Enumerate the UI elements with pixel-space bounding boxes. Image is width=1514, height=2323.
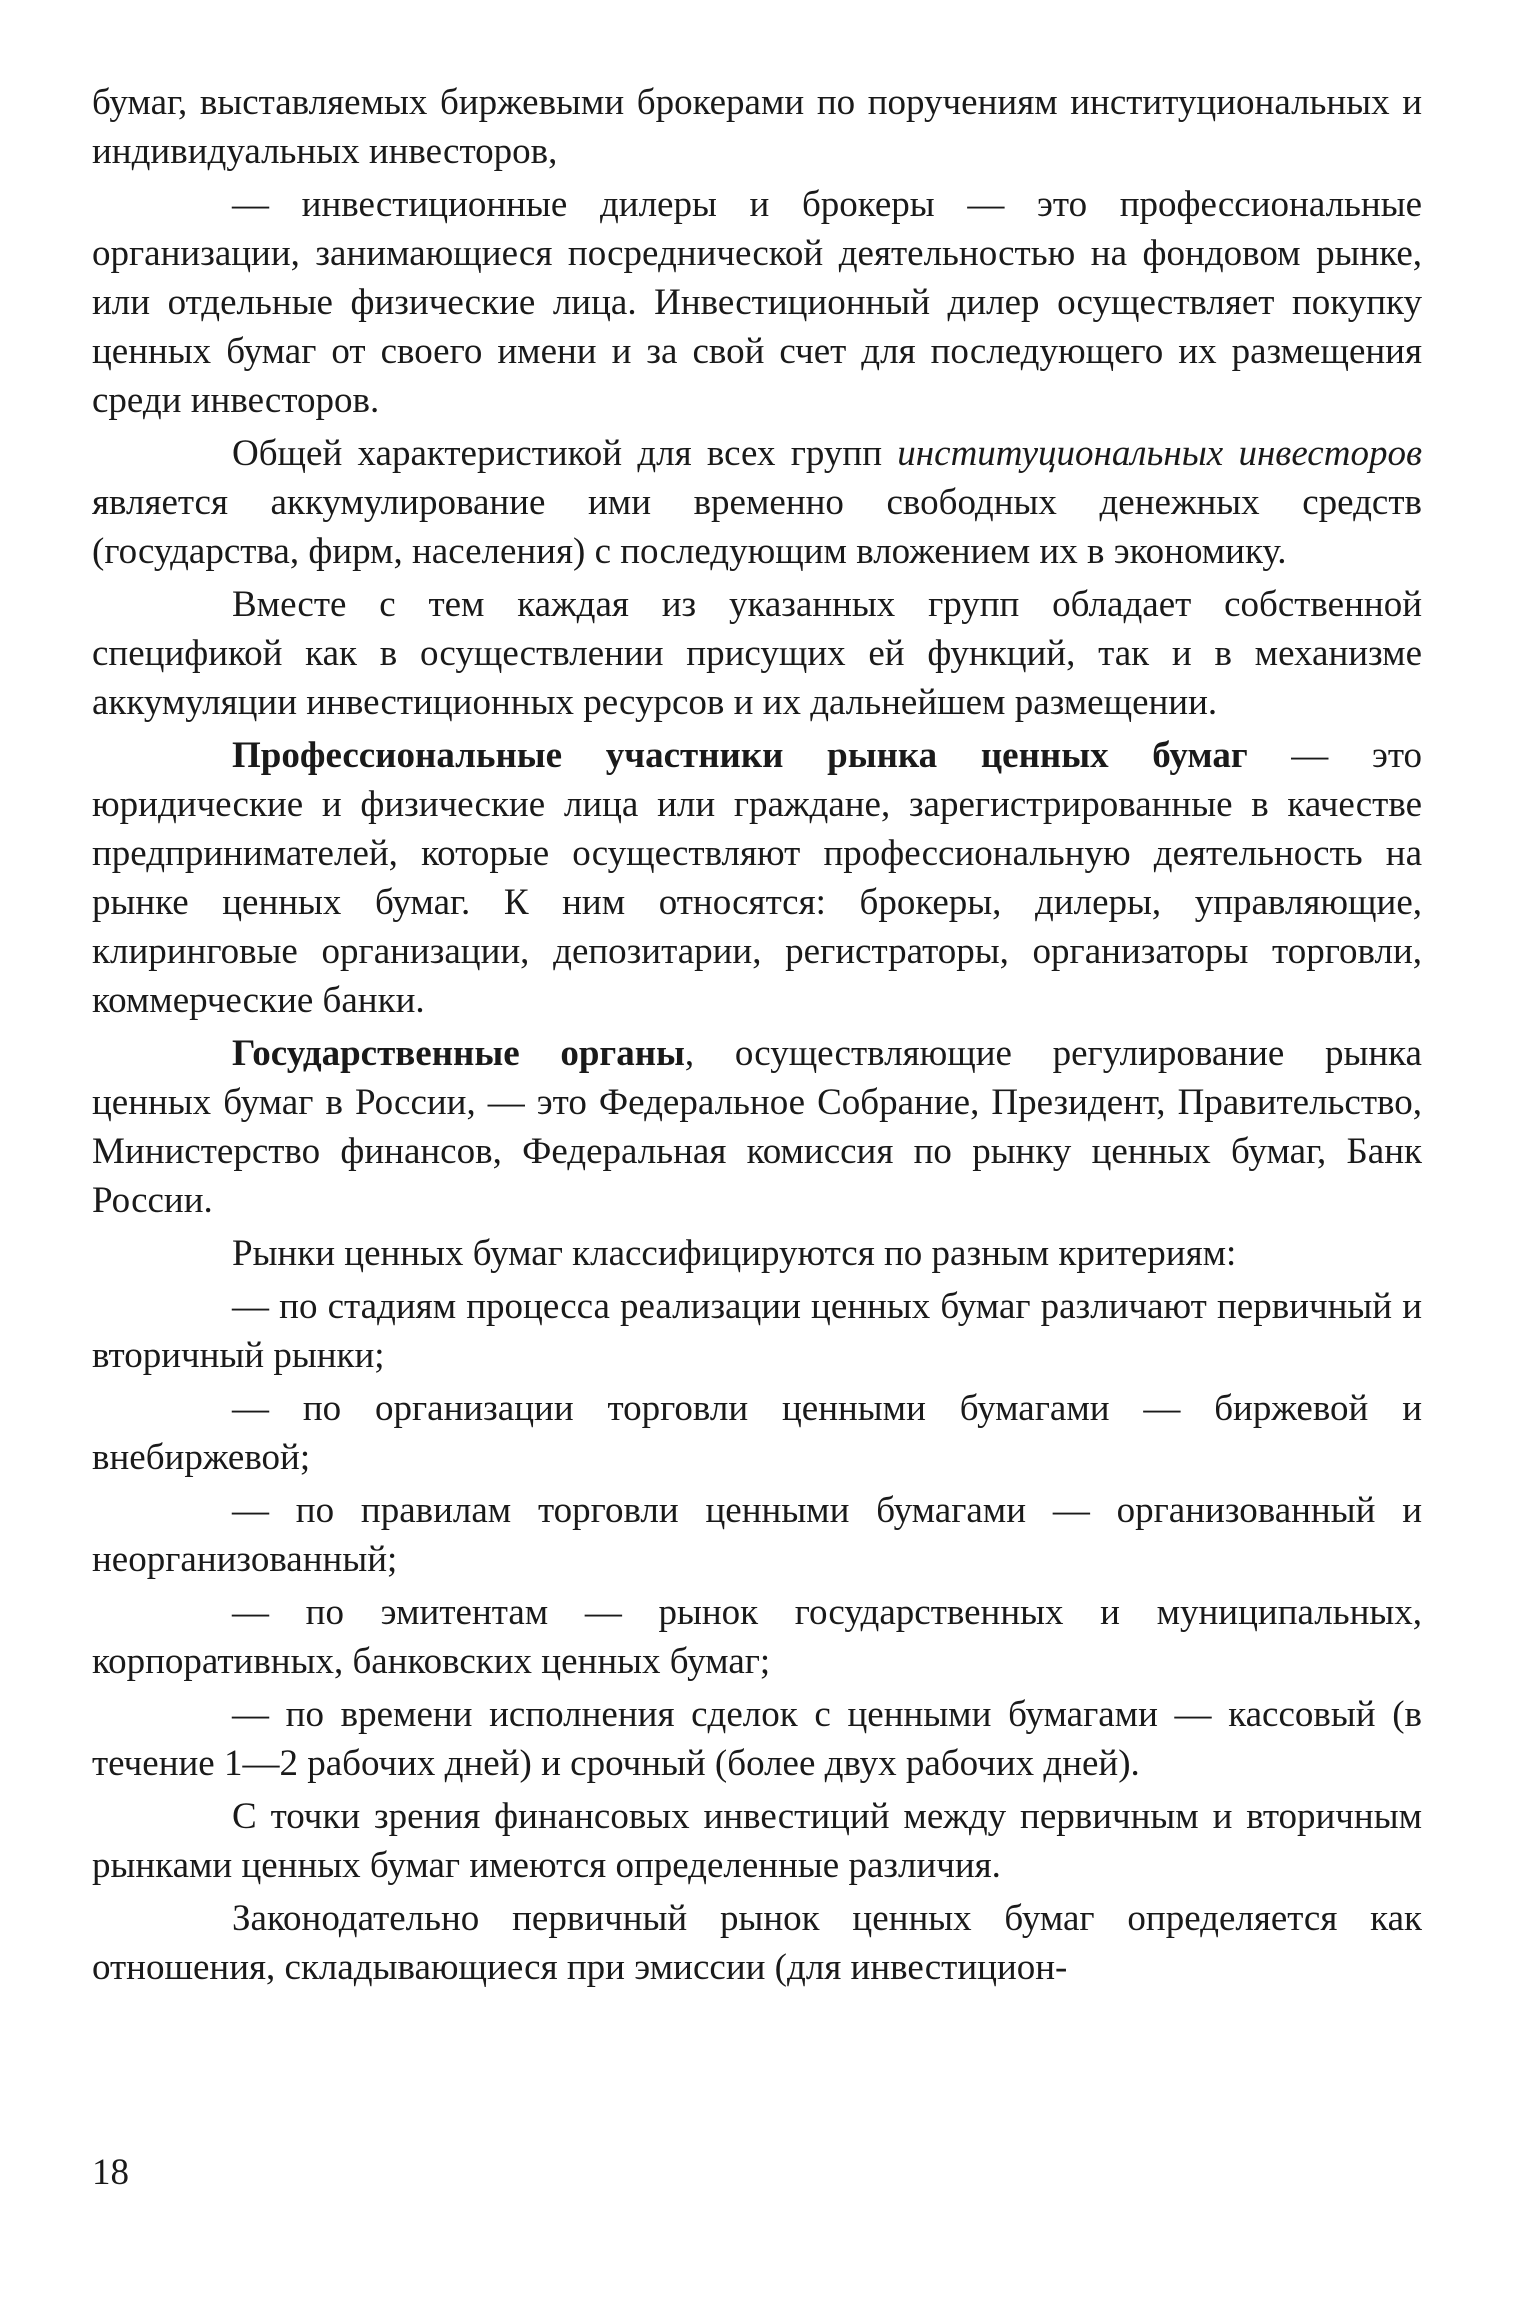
list-item-5 [92,1690,1422,1788]
paragraph-text: Вместе с тем каждая из указанных групп обладает собственной спецификой как в осуществлении присущих ей функций, так и в механизме аккумуляции инвестиционных ресурсов и их дальнейшем размещении. [92,584,1422,723]
paragraph-rest: , осуществляющие регулирование рынка ценных бумаг в России, — это Федеральное Собрание, Президент, Правительство, Министерство финансов, Федеральная комиссия по рынку ценных бумаг, Банк России. [92,1033,1422,1221]
body-text [92,78,1422,1992]
paragraph-9 [92,1894,1422,1992]
paragraph-text: — по эмитентам — рынок государственных и муниципальных, корпоративных, банковских ценных бумаг; [92,1592,1422,1682]
paragraph-8 [92,1792,1422,1890]
paragraph-text: — по правилам торговли ценными бумагами — организованный и неорганизованный; [92,1490,1422,1580]
paragraph-text: бумаг, выставляемых биржевыми брокерами по поручениям институциональных и индивидуальных инвесторов, [92,82,1422,172]
paragraph-text: Рынки ценных бумаг классифицируются по разным критериям: [232,1233,1237,1274]
paragraph-2 [92,180,1422,425]
paragraph-6 [92,1029,1422,1225]
bold-term: Профессиональные участники рынка ценных бумаг [232,735,1248,776]
list-item-1 [92,1282,1422,1380]
paragraph-5 [92,731,1422,1025]
paragraph-text: — по времени исполнения сделок с ценными бумагами — кассовый (в течение 1—2 рабочих дней) и срочный (более двух рабочих дней). [92,1694,1422,1784]
bold-term: Государственные органы [232,1033,685,1074]
paragraph-lead: Общей характеристикой для всех групп [232,433,898,474]
paragraph-text: — инвестиционные дилеры и брокеры — это профессиональные организации, занимающиеся посреднической деятельностью на фондовом рынке, или отдельные физические лица. Инвестиционный дилер осуществляет покупку ценных бумаг от своего имени и за свой счет для последующего их размещения среди инвесторов. [92,184,1422,421]
paragraph-3 [92,429,1422,576]
paragraph-1 [92,78,1422,176]
list-item-4 [92,1588,1422,1686]
paragraph-rest: — это юридические и физические лица или граждане, зарегистрированные в качестве предпринимателей, которые осуществляют профессиональную деятельность на рынке ценных бумаг. К ним относятся: брокеры, дилеры, управляющие, клиринговые организации, депозитарии, регистраторы, организаторы торговли, коммерческие банки. [92,735,1422,1021]
paragraph-text: Законодательно первичный рынок ценных бумаг определяется как отношения, складывающиеся при эмиссии (для инвестицион- [92,1898,1422,1988]
paragraph-7 [92,1229,1422,1278]
paragraph-4 [92,580,1422,727]
list-item-3 [92,1486,1422,1584]
paragraph-text: — по стадиям процесса реализации ценных бумаг различают первичный и вторичный рынки; [92,1286,1422,1376]
page-number: 18 [92,2152,129,2193]
paragraph-text: — по организации торговли ценными бумагами — биржевой и внебиржевой; [92,1388,1422,1478]
italic-term: институциональных инвесторов [897,433,1423,474]
paragraph-text: С точки зрения финансовых инвестиций между первичным и вторичным рынками ценных бумаг имеются определенные различия. [92,1796,1422,1886]
paragraph-rest: является аккумулирование ими временно свободных денежных средств (государства, фирм, населения) с последующим вложением их в экономику. [92,482,1422,572]
list-item-2 [92,1384,1422,1482]
